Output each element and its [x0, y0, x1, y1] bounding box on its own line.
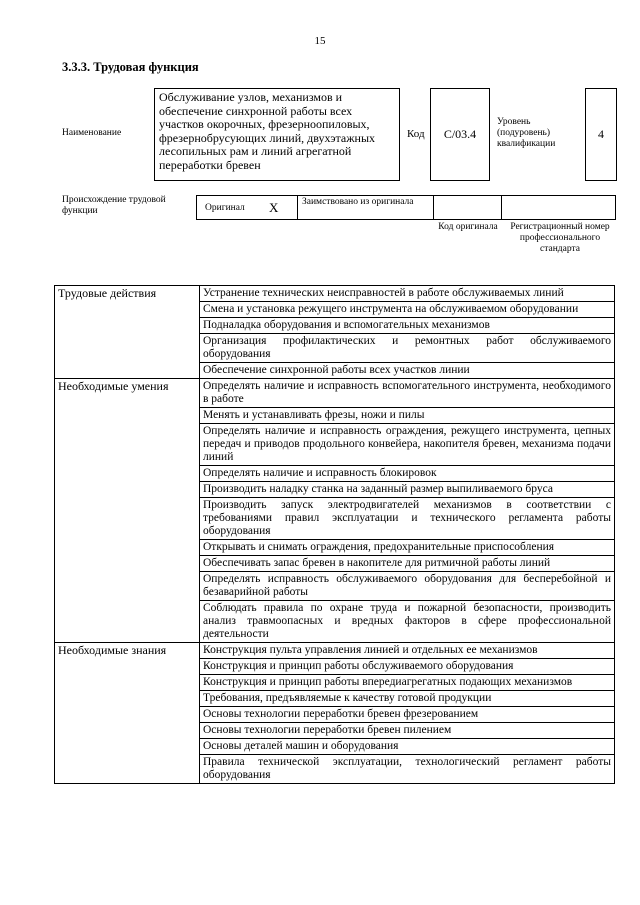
section-label: Необходимые умения: [55, 379, 200, 643]
section-item: Конструкция и принцип работы впередиагрегатных подающих механизмов: [200, 675, 615, 691]
table-row: [55, 643, 615, 659]
section-item: Обеспечение синхронной работы всех участков линии: [200, 363, 615, 379]
section-item: Требования, предъявляемые к качеству готовой продукции: [200, 691, 615, 707]
section-item: Производить наладку станка на заданный размер выпиливаемого бруса: [200, 482, 615, 498]
code-value: C/03.4: [430, 88, 490, 181]
section-label: Трудовые действия: [55, 286, 200, 379]
reg-number-cell: [501, 196, 615, 219]
page-number: 15: [314, 35, 326, 47]
table-row: [55, 286, 615, 302]
reg-number-caption: Регистрационный номер профессионального стандарта: [510, 222, 610, 254]
origin-label: Происхождение трудовой функции: [62, 195, 166, 216]
borrowed-cell: [297, 196, 433, 219]
original-mark: X: [269, 200, 279, 215]
section-item: Основы технологии переработки бревен пилением: [200, 723, 615, 739]
section-item: Конструкция и принцип работы обслуживаемого оборудования: [200, 659, 615, 675]
name-value: Обслуживание узлов, механизмов и обеспечение синхронной работы всех участков окорочных, фрезерноопиловых, фрезернобрусующих линий, двухэтажных лесопильных рам и линий агрегатной переработки бревен: [154, 88, 400, 181]
code-original-caption: Код оригинала: [438, 222, 498, 232]
section-item: Определять наличие и исправность блокировок: [200, 466, 615, 482]
level-label: Уровень (подуровень) квалификации: [497, 117, 556, 149]
origin-row: [196, 195, 616, 220]
section-item: Соблюдать правила по охране труда и пожарной безопасности, производить анализ травмоопасных и вредных факторов в сфере профессиональной деятельности: [200, 601, 615, 643]
section-item: Открывать и снимать ограждения, предохранительные приспособления: [200, 540, 615, 556]
name-label: Наименование: [62, 128, 122, 138]
section-item: Подналадка оборудования и вспомогательных механизмов: [200, 318, 615, 334]
section-title: 3.3.3. Трудовая функция: [62, 60, 199, 74]
section-item: Определять исправность обслуживаемого оборудования для бесперебойной и безаварийной работы: [200, 572, 615, 601]
section-item: Определять наличие и исправность ограждения, режущего инструмента, цепных передач и приводов продольного конвейера, накопителя бревен, механизма подачи линий: [200, 424, 615, 466]
section-item: Конструкция пульта управления линией и отдельных ее механизмов: [200, 643, 615, 659]
section-item: Производить запуск электродвигателей механизмов в соответствии с требованиями правил эксплуатации и технического регламента работы оборудования: [200, 498, 615, 540]
section-item: Правила технической эксплуатации, технологический регламент работы оборудования: [200, 755, 615, 784]
original-label: Оригинал: [205, 203, 245, 213]
borrowed-label: Заимствовано из оригинала: [302, 197, 414, 207]
section-item: Обеспечивать запас бревен в накопителе для ритмичной работы линий: [200, 556, 615, 572]
function-table: [54, 285, 615, 784]
section-item: Основы технологии переработки бревен фрезерованием: [200, 707, 615, 723]
table-row: [55, 379, 615, 408]
section-item: Основы деталей машин и оборудования: [200, 739, 615, 755]
section-label: Необходимые знания: [55, 643, 200, 784]
section-item: Определять наличие и исправность вспомогательного инструмента, необходимого в работе: [200, 379, 615, 408]
code-original-cell: [433, 196, 501, 219]
section-item: Организация профилактических и ремонтных работ обслуживаемого оборудования: [200, 334, 615, 363]
level-value: 4: [585, 88, 617, 181]
code-label: Код: [407, 128, 425, 140]
section-item: Менять и устанавливать фрезы, ножи и пилы: [200, 408, 615, 424]
section-item: Устранение технических неисправностей в работе обслуживаемых линий: [200, 286, 615, 302]
section-item: Смена и установка режущего инструмента на обслуживаемом оборудовании: [200, 302, 615, 318]
